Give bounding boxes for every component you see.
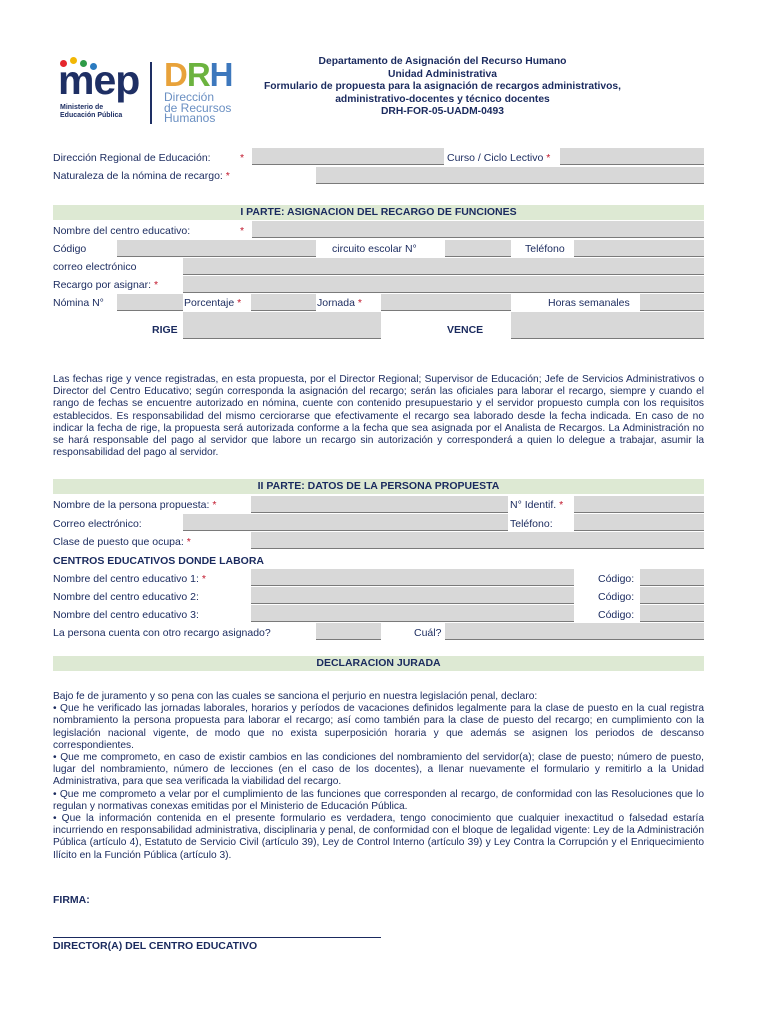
drh-sub-line3: Humanos (164, 111, 216, 125)
curso-ciclo-field[interactable] (560, 148, 704, 165)
header-line4: administrativo-docentes y técnico docentes (335, 93, 550, 105)
rige-label: RIGE (152, 324, 178, 336)
mep-subtitle-line1: Ministerio de (60, 104, 104, 111)
firma-label: FIRMA: (53, 894, 90, 906)
centro1-codigo-label: Código: (598, 573, 635, 585)
drh-letters: DRH (164, 56, 233, 93)
direccion-regional-field[interactable] (252, 148, 444, 165)
required-marker: * (240, 152, 245, 164)
identif-label: N° Identif. * (510, 499, 564, 511)
vence-label: VENCE (447, 324, 484, 336)
drh-wordmark (164, 58, 233, 92)
centro2-label: Nombre del centro educativo 2: (53, 591, 199, 603)
header-line1: Departamento de Asignación del Recurso Humano (318, 56, 567, 67)
naturaleza-field[interactable] (316, 167, 704, 184)
declaracion-title: DECLARACION JURADA (53, 656, 704, 671)
identif-field[interactable] (574, 496, 704, 513)
director-label: DIRECTOR(A) DEL CENTRO EDUCATIVO (53, 940, 258, 952)
nombre-persona-label: Nombre de la persona propuesta: * (53, 499, 217, 511)
naturaleza-label: Naturaleza de la nómina de recargo: * (53, 170, 230, 182)
header-line5: DRH-FOR-05-UADM-0493 (380, 106, 504, 118)
mep-subtitle (60, 104, 122, 120)
nomina-label: Nómina N° (53, 297, 104, 309)
centro1-label: Nombre del centro educativo 1: * (53, 573, 206, 585)
vence-field[interactable] (511, 312, 704, 339)
telefono-persona-label: Teléfono: (510, 518, 553, 530)
correo-label: correo electrónico (53, 261, 137, 273)
cual-label: Cuál? (414, 627, 442, 639)
otro-recargo-label: La persona cuenta con otro recargo asignado? (53, 627, 271, 639)
form-header (240, 56, 645, 119)
centros-title: CENTROS EDUCATIVOS DONDE LABORA (53, 555, 264, 567)
nomina-field[interactable] (117, 294, 183, 311)
porcentaje-field[interactable] (251, 294, 316, 311)
correo-persona-label: Correo electrónico: (53, 518, 142, 530)
header-line3: Formulario de propuesta para la asignación de recargos administrativos, (263, 81, 622, 93)
drh-sub-line1: Dirección (164, 90, 215, 104)
jornada-label: Jornada * (317, 297, 362, 309)
mep-subtitle-line2: Educación Pública (60, 112, 123, 119)
horas-field[interactable] (640, 294, 704, 311)
nombre-centro-label: Nombre del centro educativo: (53, 225, 191, 237)
centro1-codigo-field[interactable] (640, 569, 704, 586)
jornada-field[interactable] (381, 294, 511, 311)
logo-divider (150, 62, 152, 124)
nombre-centro-field[interactable] (252, 221, 704, 238)
direccion-regional-label: Dirección Regional de Educación: (53, 152, 211, 164)
declaracion-item-4: • Que la información contenida en el presente formulario es verdadera, tengo conocimiento que cualquier inexactitud o falsedad estaría incurriendo en responsabilidad administrativa, disciplinaria y penal, de conformidad con el bloque de legalidad vigente: Ley de la Administración Pública (artículo 4), Estatuto de Servicio Civil (artículo 39), Ley de Control Interno (artículo 39) y Ley Contra la Corrupción y el Enriquecimiento Ilícito en la Función Pública (artículo 3). (53, 813, 704, 861)
part1-title: I PARTE: ASIGNACION DEL RECARGO DE FUNCIONES (53, 205, 704, 220)
curso-ciclo-label: Curso / Ciclo Lectivo * (447, 152, 551, 164)
rige-field[interactable] (183, 312, 381, 339)
part2-title: II PARTE: DATOS DE LA PERSONA PROPUESTA (53, 479, 704, 494)
signature-line[interactable] (53, 937, 381, 938)
header-line2: Unidad Administrativa (388, 68, 497, 80)
telefono-field[interactable] (574, 240, 704, 257)
clase-puesto-field[interactable] (251, 532, 704, 549)
horas-label: Horas semanales (548, 297, 630, 309)
recargo-field[interactable] (183, 276, 704, 293)
centro2-codigo-field[interactable] (640, 587, 704, 604)
porcentaje-label: Porcentaje * (184, 297, 242, 309)
centro1-field[interactable] (251, 569, 574, 586)
otro-recargo-field[interactable] (316, 623, 381, 640)
cual-field[interactable] (445, 623, 704, 640)
correo-persona-field[interactable] (183, 514, 508, 531)
centro3-field[interactable] (251, 605, 574, 622)
telefono-persona-field[interactable] (574, 514, 704, 531)
drh-sub-line2: de Recursos (164, 100, 232, 115)
declaracion-body (53, 691, 704, 862)
required-marker: * (240, 225, 245, 237)
declaracion-item-2: • Que me comprometo, en caso de existir cambios en las condiciones del nombramiento del servidor(a); clase de puesto; número de puesto, lugar del nombramiento, número de lecciones (en el caso de los docentes), a llenar nuevamente el formulario y remitirlo a la Unidad Administrativa, para que sea verificada la viabilidad del recargo. (53, 752, 704, 788)
centro2-field[interactable] (251, 587, 574, 604)
drh-subtitle (164, 92, 231, 124)
circuito-label: circuito escolar N° (332, 243, 417, 255)
declaracion-item-1: • Que he verificado las jornadas laborales, horarios y períodos de vacaciones definidos legalmente para la clase de puesto en la cual registra nombramiento la persona propuesta para laborar el recargo; así como también para la clase de puesto del recargo; en cumplimiento con la legislación nacional vigente, de modo que no exista superposición horaria y que además se asignen los periodos de descanso correspondientes. (53, 703, 704, 751)
declaracion-intro: Bajo fe de juramento y so pena con las cuales se sanciona el perjurio en nuestra legislación penal, declaro: (53, 691, 538, 702)
centro3-codigo-field[interactable] (640, 605, 704, 622)
centro2-codigo-label: Código: (598, 591, 635, 603)
circuito-field[interactable] (445, 240, 511, 257)
centro3-label: Nombre del centro educativo 3: (53, 609, 199, 621)
mep-wordmark: mep (58, 57, 140, 103)
recargo-label: Recargo por asignar: * (53, 279, 159, 291)
codigo-label: Código (53, 243, 87, 255)
centro3-codigo-label: Código: (598, 609, 635, 621)
codigo-field[interactable] (117, 240, 316, 257)
telefono-label: Teléfono (525, 243, 565, 255)
declaracion-item-3: • Que me comprometo a velar por el cumplimiento de las funciones que corresponden al recargo, de conformidad con las Resoluciones que lo regulan y normativas conexas emitidas por el Ministerio de Educación Pública. (53, 788, 704, 812)
clase-puesto-label: Clase de puesto que ocupa: * (53, 536, 191, 548)
correo-field[interactable] (183, 258, 704, 275)
fechas-notice: Las fechas rige y vence registradas, en esta propuesta, por el Director Regional; Supervisor de Educación; Jefe de Servicios Administrativos o Director del Centro Educativo; según corresponda la asignación del recargo; serán las oficiales para laborar el recargo, siempre y cuando el rango de fechas se encuentre autorizado en nómina, cuente con contenido presupuestario y el servidor propuesto cumpla con los requisitos establecidos. Es responsabilidad del mismo cerciorarse que efectivamente el recargo sea laborado desde la fecha indicada. En caso de no indicar la fecha de rige, la propuesta será autorizada conforme a la fecha que sea asignada por el Analista de Recargos. La Administración no se hará responsable del pago al servidor que labore un recargo sin autorización y corresponderá a quien lo delegue a trabajar, asumir la responsabilidad del pago al servidor. (53, 374, 704, 459)
nombre-persona-field[interactable] (251, 496, 508, 513)
